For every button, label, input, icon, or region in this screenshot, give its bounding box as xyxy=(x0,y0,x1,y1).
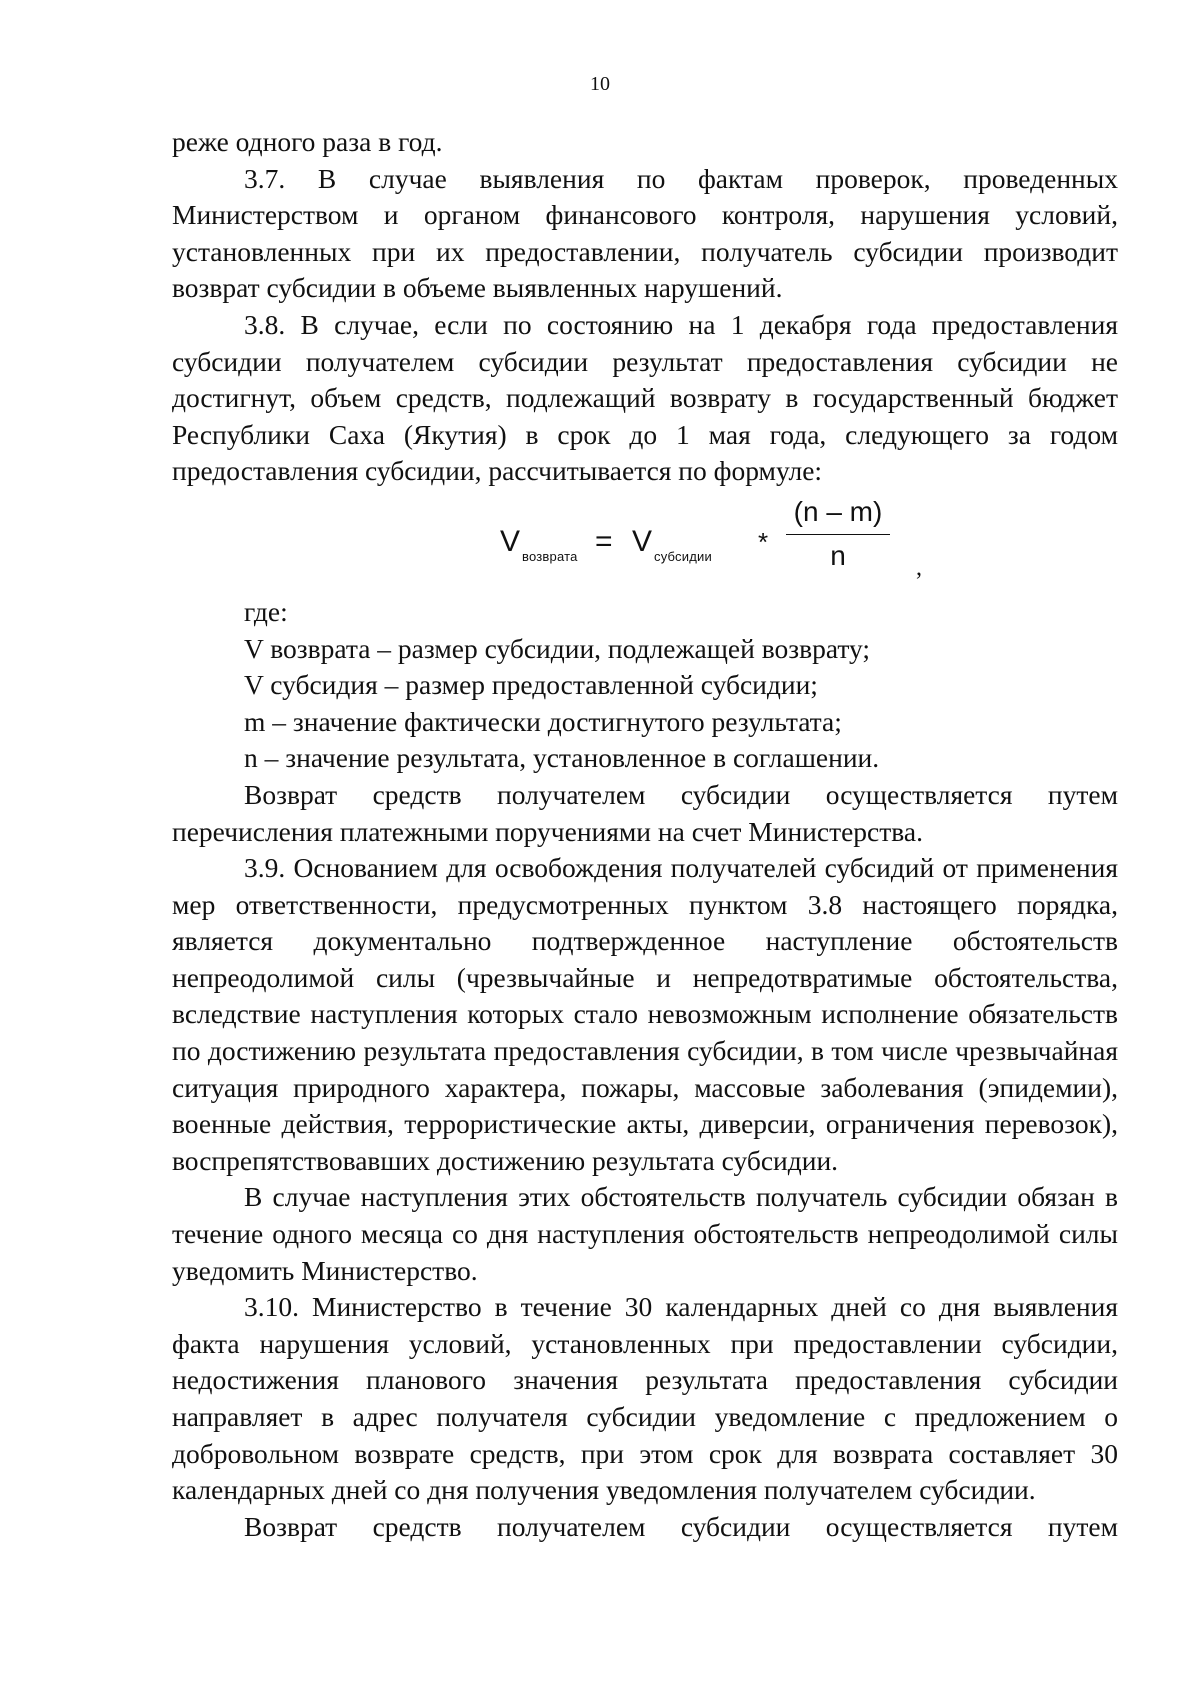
paragraph-return-method-2: Возврат средств получателем субсидии осуществляется путем xyxy=(244,1510,1118,1542)
paragraph-return-method: Возврат средств получателем субсидии осуществляется путем перечисления платежными поручениями на счет Министерства. xyxy=(172,778,1118,847)
formula-v-subsidy: V xyxy=(632,524,653,558)
page-number: 10 xyxy=(590,73,610,95)
paragraph-3-8: 3.8. В случае, если по состоянию на 1 декабря года предоставления субсидии получателем субсидии результат предоставления субсидии не достигнут, объем средств, подлежащий возврату в государственный бюджет Республики Саха (Якутия) в срок до 1 мая года, следующего за годом предоставления субсидии, рассчитывается по формуле: xyxy=(172,308,1118,487)
formula-v-return: V xyxy=(500,524,521,558)
formula-numerator: (n – m) xyxy=(793,495,883,527)
formula-comma: , xyxy=(916,554,922,581)
formula-sub-subsidy: субсидии xyxy=(654,548,712,564)
paragraph-continuation: реже одного раза в год. xyxy=(172,126,443,157)
paragraph-3-7: 3.7. В случае выявления по фактам проверок, проведенных Министерством и органом финансового контроля, нарушения условий, установленных при их предоставлении, получатель субсидии производит возврат субсидии в объеме выявленных нарушений. xyxy=(172,162,1118,304)
paragraph-3-10: 3.10. Министерство в течение 30 календарных дней со дня выявления факта нарушения условий, установленных при предоставлении субсидии, недостижения планового значения результата предоставления субсидии направляет в адрес получателя субсидии уведомление с предложением о добровольном возврате средств, при этом срок для возврата составляет 30 календарных дней со дня получения уведомления получателем субсидии. xyxy=(172,1291,1118,1506)
paragraph-3-9-notice: В случае наступления этих обстоятельств получатель субсидии обязан в течение одного месяца со дня наступления обстоятельств непреодолимой силы уведомить Министерство. xyxy=(172,1181,1118,1286)
formula-sub-return: возврата xyxy=(522,548,578,564)
formula-denominator: n xyxy=(830,539,846,571)
definition-n: n – значение результата, установленное в соглашении. xyxy=(244,742,880,774)
document-body xyxy=(172,124,1118,1545)
formula-equals: = xyxy=(595,524,613,558)
paragraph-3-9: 3.9. Основанием для освобождения получателей субсидий от применения мер ответственности, предусмотренных пунктом 3.8 настоящего порядка, является документально подтвержденное наступление обстоятельств непреодолимой силы (чрезвычайные и непредотвратимые обстоятельства, вследствие наступления которых стало невозможным исполнение обязательств по достижению результата предоставления субсидии, в том числе чрезвычайная ситуация природного характера, пожары, массовые заболевания (эпидемии), военные действия, террористические акты, диверсии, ограничения перевозок), воспрепятствовавших достижению результата субсидии. xyxy=(172,852,1118,1176)
definition-v-return: V возврата – размер субсидии, подлежащей возврату; xyxy=(244,632,871,664)
where-label: где: xyxy=(244,595,288,627)
definition-v-subsidy: V субсидия – размер предоставленной субсидии; xyxy=(244,669,818,701)
formula-multiply: * xyxy=(758,526,769,557)
definition-m: m – значение фактически достигнутого результата; xyxy=(244,705,842,737)
return-formula xyxy=(172,490,1118,594)
formula-fraction-bar xyxy=(786,534,890,535)
